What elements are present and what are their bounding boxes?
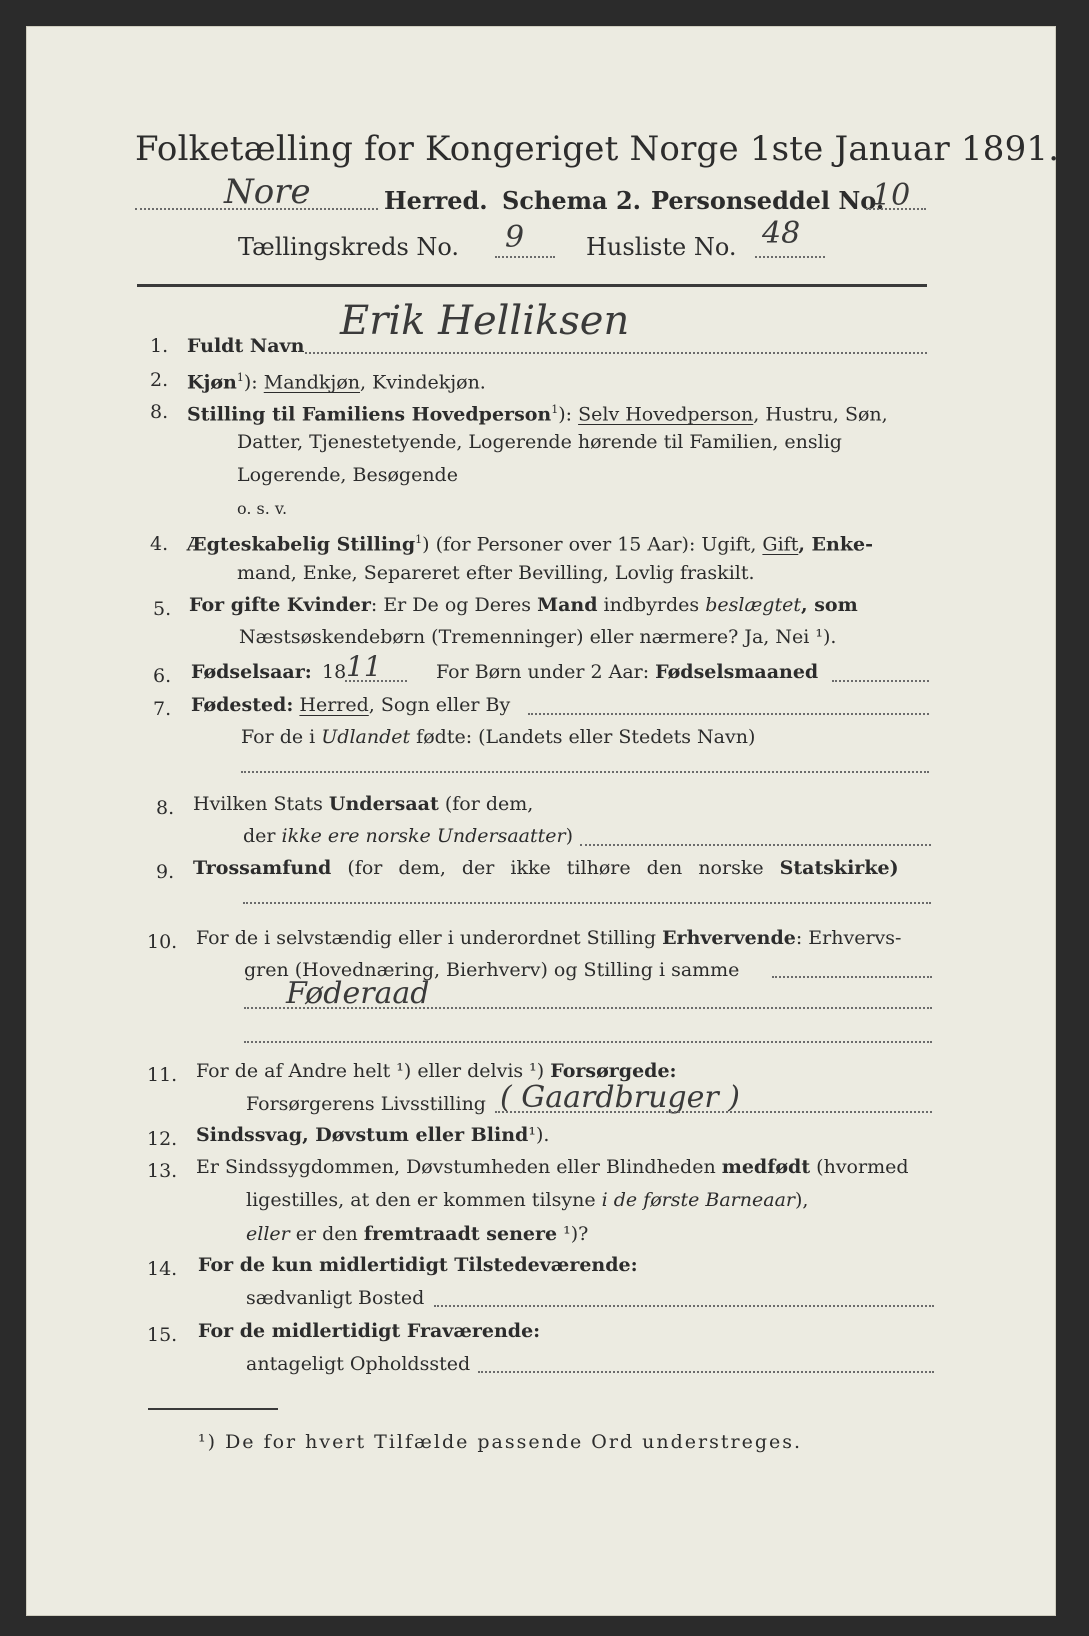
q3-line3: Logerende, Besøgende xyxy=(237,464,458,486)
q10-line2-dots xyxy=(772,976,932,978)
q12-label: Sindssvag, Døvstum eller Blind xyxy=(196,1124,529,1146)
q6-rest-text: For Børn under 2 Aar: xyxy=(436,661,656,683)
q15-line2: antageligt Opholdssted xyxy=(246,1353,471,1375)
q14-dots xyxy=(434,1305,934,1307)
q13-barneaar: i de første Barneaar xyxy=(601,1189,795,1211)
q4-option-gift: Gift xyxy=(762,533,799,556)
q7-label: Fødested: xyxy=(191,694,294,716)
q5-line1 xyxy=(189,593,858,617)
q11-value: ( Gaardbruger ) xyxy=(500,1080,740,1115)
q8-number: 8. xyxy=(156,797,175,819)
q2-rest-a: ): xyxy=(243,371,264,394)
q11-dots xyxy=(495,1111,932,1113)
personseddel-label: Personseddel No. xyxy=(651,186,885,215)
q6-label: Fødselsaar: xyxy=(191,661,312,683)
q1-label: Fuldt Navn xyxy=(187,335,305,357)
q7-line2-c: fødte: (Landets eller Stedets Navn) xyxy=(410,726,756,748)
q3-number: 8. xyxy=(150,401,169,423)
q11-number: 11. xyxy=(147,1064,178,1086)
q6-rest xyxy=(436,660,818,684)
q8-line2-a: der xyxy=(243,825,282,847)
q3-line4: o. s. v. xyxy=(237,499,288,518)
q5-rest-a: : Er De og Deres xyxy=(370,594,538,616)
q13-senere: fremtraadt senere xyxy=(363,1223,558,1245)
q10-line1-a: For de i selvstændig eller i underordnet Stilling xyxy=(196,927,663,949)
q14-line2: sædvanligt Bosted xyxy=(246,1287,425,1309)
q13-eller: eller xyxy=(246,1223,290,1245)
q3-rest-b: , Hustru, Søn, xyxy=(753,403,888,426)
q13-line2-a: ligestilles, at den er kommen tilsyne xyxy=(246,1189,602,1211)
q10-line2: gren (Hovednæring, Bierhverv) og Stilling i samme xyxy=(244,959,740,981)
footnote: ¹) De for hvert Tilfælde passende Ord understreges. xyxy=(198,1431,803,1453)
q10-line3-dots xyxy=(244,1007,932,1009)
q7-line3-dots xyxy=(241,771,929,773)
q8-line1-c: (for dem, xyxy=(438,793,534,815)
q11-forsorgede: Forsørgede: xyxy=(550,1060,677,1082)
q5-mand: Mand xyxy=(537,594,598,616)
taellingskreds-value: 9 xyxy=(505,220,525,255)
form-title: Folketælling for Kongeriget Norge 1ste Januar 1891. xyxy=(135,129,1060,169)
personseddel-dots xyxy=(866,208,926,210)
herred-label: Herred. xyxy=(384,186,488,215)
husliste-dots xyxy=(755,256,825,258)
q12-line1 xyxy=(196,1123,549,1147)
q7-line2-a: For de i xyxy=(241,726,322,748)
q2-sup: 1 xyxy=(236,371,244,384)
q7-dots xyxy=(528,713,929,715)
q6-year-value: 11 xyxy=(346,650,382,683)
q14-number: 14. xyxy=(147,1258,178,1280)
q2-number: 2. xyxy=(150,369,169,391)
herred-dots xyxy=(135,208,378,210)
q5-label-b: gifte Kvinder xyxy=(230,594,371,616)
q7-number: 7. xyxy=(153,698,172,720)
q10-line1 xyxy=(196,926,901,950)
header-rule xyxy=(137,284,927,287)
q4-rest-b: , Enke- xyxy=(798,533,873,556)
q9-label: Trossamfund xyxy=(193,857,332,879)
q9-line1 xyxy=(193,856,899,880)
q7-line2 xyxy=(241,725,755,749)
q3-sup: 1 xyxy=(551,403,559,416)
q5-rest-c: , som xyxy=(801,594,858,616)
q4-sup: 1 xyxy=(415,533,423,546)
husliste-value: 48 xyxy=(762,216,801,251)
q10-line1-c: : Erhvervs- xyxy=(795,927,902,949)
q13-line1 xyxy=(196,1155,909,1179)
q13-line2-c: ), xyxy=(795,1189,809,1211)
q6-year-dots xyxy=(345,680,407,682)
q3-line1 xyxy=(187,398,888,426)
q3-rest-a: ): xyxy=(558,403,579,426)
q3-option-selv: Selv Hovedperson xyxy=(578,403,754,426)
q8-line1-a: Hvilken Stats xyxy=(193,793,329,815)
taellingskreds-label: Tællingskreds No. xyxy=(238,233,460,261)
q4-line2: mand, Enke, Separeret efter Bevilling, Lovlig fraskilt. xyxy=(237,562,755,584)
q13-medfodt: medfødt xyxy=(721,1156,811,1178)
q9-statskirke: Statskirke) xyxy=(779,857,899,879)
schema-label: Schema 2. xyxy=(502,186,642,215)
q6-maaned-dots xyxy=(832,680,929,682)
q15-label: For de midlertidigt Fraværende: xyxy=(198,1320,541,1342)
q8-line2 xyxy=(243,824,573,848)
q7-udlandet: Udlandet xyxy=(321,726,411,748)
q15-number: 15. xyxy=(147,1324,178,1346)
q8-line1 xyxy=(193,792,533,816)
q10-line4-dots xyxy=(244,1041,932,1043)
q13-line1-c: (hvormed xyxy=(810,1156,909,1178)
q1-name-value: Erik Helliksen xyxy=(340,298,630,344)
personseddel-value: 10 xyxy=(872,178,911,213)
q15-dots xyxy=(478,1371,934,1373)
q5-rest-b: indbyrdes xyxy=(597,594,706,616)
q2-label: Kjøn xyxy=(187,371,237,394)
herred-value: Nore xyxy=(224,172,311,212)
q8-dots xyxy=(580,844,931,846)
q5-label-a: For xyxy=(189,594,231,616)
q1-number: 1. xyxy=(150,335,169,357)
husliste-label: Husliste No. xyxy=(586,233,737,261)
q11-line2: Forsørgerens Livsstilling xyxy=(246,1093,486,1115)
q6-prefix: 18 xyxy=(322,661,347,683)
q12-number: 12. xyxy=(147,1128,178,1150)
q3-line2: Datter, Tjenestetyende, Logerende hørende til Familien, enslig xyxy=(237,431,842,453)
census-form-page xyxy=(26,26,1056,1616)
q5-number: 5. xyxy=(153,598,172,620)
footnote-rule xyxy=(148,1408,278,1410)
q8-line2-c: ) xyxy=(565,825,573,847)
q13-line3-d: ¹)? xyxy=(557,1223,589,1245)
q11-line1-a: For de af Andre helt ¹) eller delvis ¹) xyxy=(196,1060,551,1082)
q4-label: Ægteskabelig Stilling xyxy=(187,533,416,556)
q4-number: 4. xyxy=(150,533,169,555)
taellingskreds-dots xyxy=(495,256,555,258)
q6-maaned: Fødselsmaaned xyxy=(655,661,819,683)
q10-value: Føderaad xyxy=(286,976,430,1011)
q3-label: Stilling til Familiens Hovedperson xyxy=(187,403,552,426)
q12-rest: ¹). xyxy=(528,1124,550,1146)
q1-dots xyxy=(305,352,927,354)
q5-beslaegtet: beslægtet xyxy=(705,594,801,616)
q10-erhvervende: Erhvervende xyxy=(662,927,796,949)
q7-rest: , Sogn eller By xyxy=(368,694,511,716)
q13-line2 xyxy=(246,1188,808,1212)
q7-line1 xyxy=(191,693,510,717)
q9-rest: (for dem, der ikke tilhøre den norske xyxy=(331,857,780,879)
q2-option-mandkjon: Mandkjøn xyxy=(263,371,360,394)
q8-ikke-norske: ikke ere norske Undersaatter xyxy=(281,825,566,847)
q9-dots xyxy=(243,902,931,904)
q13-line1-a: Er Sindssygdommen, Døvstumheden eller Blindheden xyxy=(196,1156,722,1178)
q13-number: 13. xyxy=(147,1160,178,1182)
q4-line1 xyxy=(187,528,873,556)
q5-line2: Næstsøskendebørn (Tremenninger) eller nærmere? Ja, Nei ¹). xyxy=(239,626,837,648)
q2-option-rest: , Kvindekjøn. xyxy=(360,371,486,394)
q4-rest-a: ) (for Personer over 15 Aar): Ugift, xyxy=(422,533,763,556)
q13-line3-b: er den xyxy=(289,1223,364,1245)
q10-number: 10. xyxy=(147,931,178,953)
q8-undersaat: Undersaat xyxy=(328,793,439,815)
q9-number: 9. xyxy=(156,861,175,883)
q6-number: 6. xyxy=(153,665,172,687)
q7-option-herred: Herred xyxy=(299,694,369,716)
q2-line xyxy=(187,366,486,394)
q14-label: For de kun midlertidigt Tilstedeværende: xyxy=(198,1254,638,1276)
q13-line3 xyxy=(246,1222,588,1246)
